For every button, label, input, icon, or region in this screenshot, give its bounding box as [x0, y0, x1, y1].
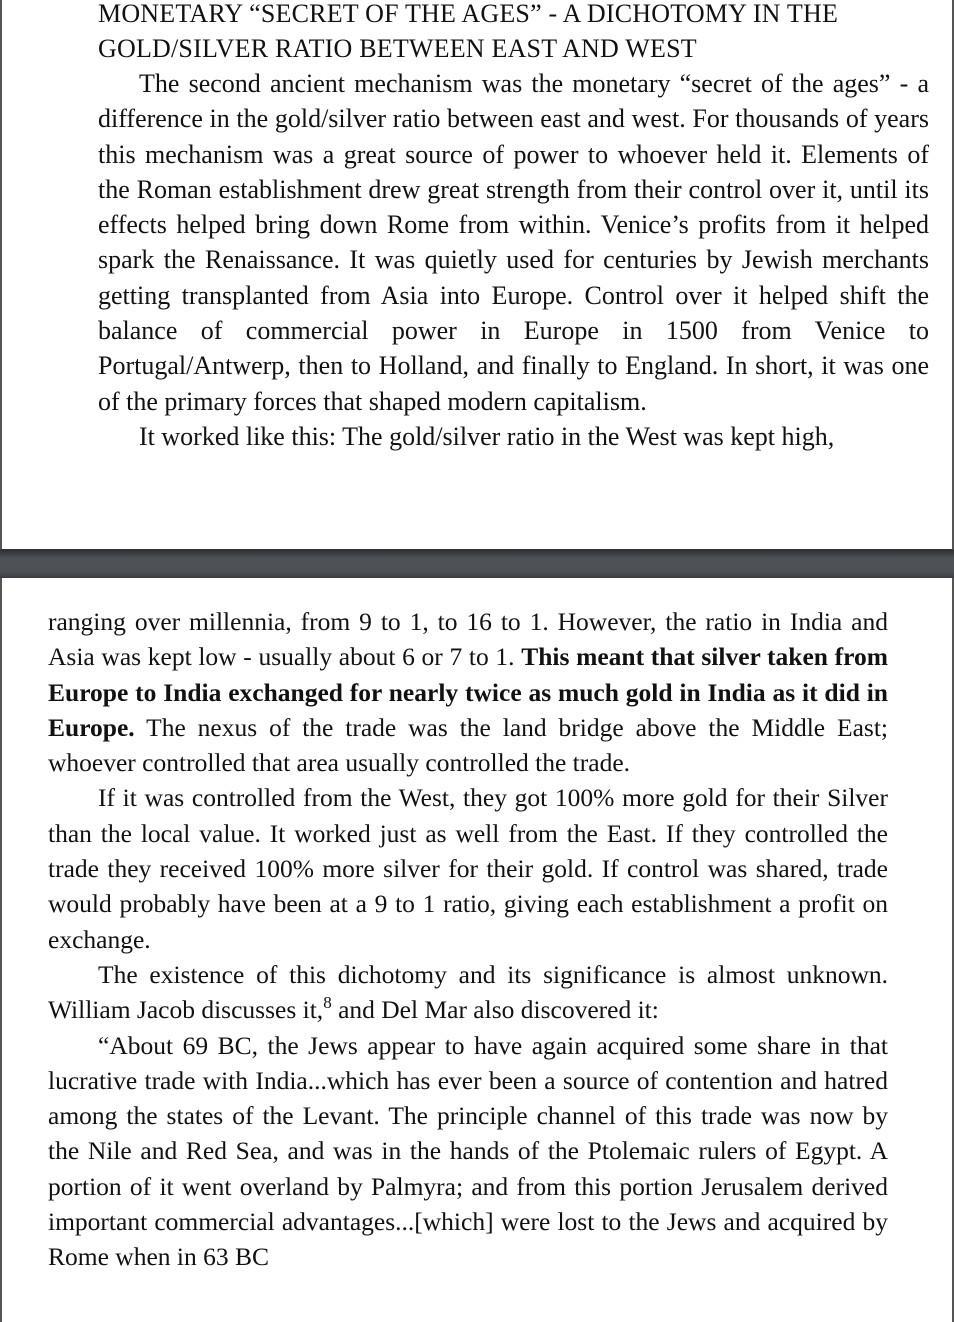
page-top-text-column: [98, 0, 929, 454]
paragraph-secret-of-ages: The second ancient mechanism was the monetary “secret of the ages” - a difference in the gold/silver ratio between east and west. For thousands of years this mechanism was a great source of power to whoever held it. Elements of the Roman establishment drew great strength from their control over it, until its effects helped bring down Rome from within. Venice’s profits from it helped spark the Renaissance. It was quietly used for centuries by Jewish merchants getting transplanted from Asia into Europe. Control over it helped shift the balance of commercial power in Europe in 1500 from Venice to Portugal/Antwerp, then to Holland, and finally to England. In short, it was one of the primary forces that shaped modern capitalism.: [98, 69, 929, 416]
footnote-reference: 8: [323, 993, 332, 1013]
paragraph-quote-69bc: “About 69 BC, the Jews appear to have again acquired some share in that lucrative trade with India...which has ever been a source of contention and hatred among the states of the Levant. The principle channel of this trade was now by the Nile and Red Sea, and was in the hands of the Ptolemaic rulers of Egypt. A portion of it went overland by Palmyra; and from this portion Jerusalem derived important commercial advantages...[which] were lost to the Jews and acquired by Rome when in 63 BC: [48, 1030, 888, 1272]
paragraph-ratio-end: The nexus of the trade was the land bridge above the Middle East; whoever controlled that area usually controlled the trade.: [48, 712, 888, 778]
section-heading-line-2: GOLD/SILVER RATIO BETWEEN EAST AND WEST: [98, 34, 697, 63]
page-bottom-text-column: [48, 604, 888, 1275]
paragraph-control-west-east: If it was controlled from the West, they got 100% more gold for their Silver than the local value. It worked just as well from the East. If they controlled the trade they received 100% more silver for their gold. If control was shared, trade would probably have been at a 9 to 1 ratio, giving each establishment a profit on exchange.: [48, 783, 888, 954]
paragraph-how-it-worked: It worked like this: The gold/silver ratio in the West was kept high,: [139, 421, 835, 451]
document-page-top: [0, 0, 954, 550]
paragraph-dichotomy-unknown: [48, 957, 888, 1028]
page-separator: [0, 550, 954, 578]
paragraph-ratio-ranges: [48, 604, 888, 780]
paragraph-dichotomy-end: and Del Mar also discovered it:: [331, 995, 659, 1025]
section-heading-line-1: MONETARY “SECRET OF THE AGES” - A DICHOTOMY IN THE: [98, 0, 839, 28]
paragraph-dichotomy-start: The existence of this dichotomy and its significance is almost unknown. William Jacob discusses it,: [48, 959, 888, 1025]
paragraph-ratio-start: ranging over millennia, from 9 to 1, to 16 to 1. However, the ratio in India and Asia was kept low - usually about 6 or 7 to 1.: [48, 607, 888, 672]
paragraph-ratio-bold: This meant that silver taken from Europe to India exchanged for nearly twice as much gold in India as it did in Europe.: [48, 642, 888, 742]
